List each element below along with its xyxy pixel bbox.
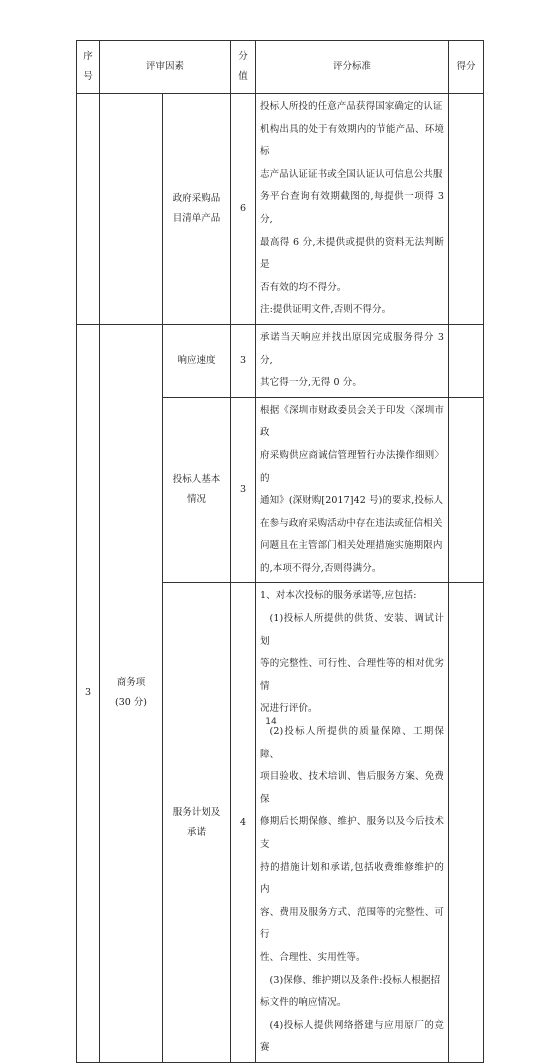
standard-line: 1、对本次投标的服务承诺等,应包括: <box>260 590 417 602</box>
standard-line: 其它得一分,无得 0 分。 <box>260 377 362 389</box>
standard-line: 否有效的均不得分。 <box>260 281 347 293</box>
standard-line: 等的完整性、可行性、合理性等的相对优劣情 <box>260 658 445 692</box>
score-gov-procurement: 6 <box>231 94 256 325</box>
result-service-plan <box>449 583 484 1062</box>
standard-line: 志产品认证证书或全国认证认可信息公共服 <box>260 168 443 180</box>
factor-service-plan: 服务计划及 承诺 <box>163 583 231 1062</box>
result-response-speed <box>449 324 484 397</box>
standard-line: (2)投标人所提供的质量保障、工期保障、 <box>260 726 445 760</box>
row-response-speed <box>77 324 484 397</box>
standard-line: (1)投标人所提供的供货、安装、调试计划 <box>260 613 445 647</box>
group-seq: 3 <box>77 324 100 1062</box>
score-service-plan: 4 <box>231 583 256 1062</box>
standard-line: 修期后长期保修、维护、服务以及今后技术支 <box>260 816 445 850</box>
scoring-table <box>76 40 484 1063</box>
row-gov-procurement <box>77 94 484 325</box>
header-standard: 评分标准 <box>256 41 449 94</box>
header-seq: 序 号 <box>77 41 100 94</box>
header-factor: 评审因素 <box>100 41 231 94</box>
standard-line: 的,本项不得分,否则得满分。 <box>260 562 382 574</box>
standard-line: 容、费用及服务方式、范围等的完整性、可行 <box>260 906 445 941</box>
header-row <box>77 41 484 94</box>
standard-gov-procurement <box>256 94 449 325</box>
result-basic-info <box>449 397 484 583</box>
result-gov-procurement <box>449 94 484 325</box>
standard-line: 通知》(深财购[2017]42 号)的要求,投标人 <box>260 495 444 507</box>
standard-line: (3)保修、维护期以及条件:投标人根据招 <box>269 974 441 986</box>
standard-service-plan <box>256 583 449 1062</box>
header-result: 得分 <box>449 41 484 94</box>
score-response-speed: 3 <box>231 324 256 397</box>
standard-line: 问题且在主管部门相关处理措施实施期限内 <box>260 540 443 552</box>
standard-line: 标文件的响应情况。 <box>260 997 347 1009</box>
standard-line: 最高得 6 分,未提供或提供的资料无法判断是 <box>260 236 445 271</box>
standard-line: 投标人所投的任意产品获得国家确定的认证 <box>260 101 443 112</box>
empty-seq-cell <box>77 94 100 325</box>
standard-line: 承诺当天响应并找出原因完成服务得分 3 分, <box>260 331 445 366</box>
standard-line: 机构出具的处于有效期内的节能产品、环境标 <box>260 123 445 158</box>
standard-line: (4)投标人提供网络搭建与应用原厂的竞赛 <box>260 1019 445 1054</box>
page-number: 14 <box>265 717 277 727</box>
standard-basic-info <box>256 397 449 583</box>
standard-response-speed <box>256 324 449 397</box>
group-name: 商务项 (30 分) <box>100 324 163 1062</box>
standard-line: 性、合理性、实用性等。 <box>260 951 366 963</box>
factor-gov-procurement: 政府采购品 目清单产品 <box>163 94 231 325</box>
standard-line: 府采购供应商诚信管理暂行办法操作细则〉的 <box>260 449 445 484</box>
standard-line: 项目验收、技术培训、售后服务方案、免费保 <box>260 771 445 805</box>
factor-response-speed: 响应速度 <box>163 324 231 397</box>
standard-line: 务平台查询有效期截图的,每提供一项得 3 分, <box>260 191 445 225</box>
standard-line: 在参与政府采购活动中存在违法或征信相关 <box>260 517 443 529</box>
factor-basic-info: 投标人基本 情况 <box>163 397 231 583</box>
standard-line: 况进行评价。 <box>260 703 318 715</box>
standard-note: 注:提供证明文件,否则不得分。 <box>260 304 392 316</box>
header-score: 分 值 <box>231 41 256 94</box>
standard-line: 持的措施计划和承诺,包括收费维修维护的内 <box>260 861 445 896</box>
score-basic-info: 3 <box>231 397 256 583</box>
empty-group-cell <box>100 94 163 325</box>
standard-line: 根据《深圳市财政委员会关于印发〈深圳市政 <box>260 404 445 439</box>
